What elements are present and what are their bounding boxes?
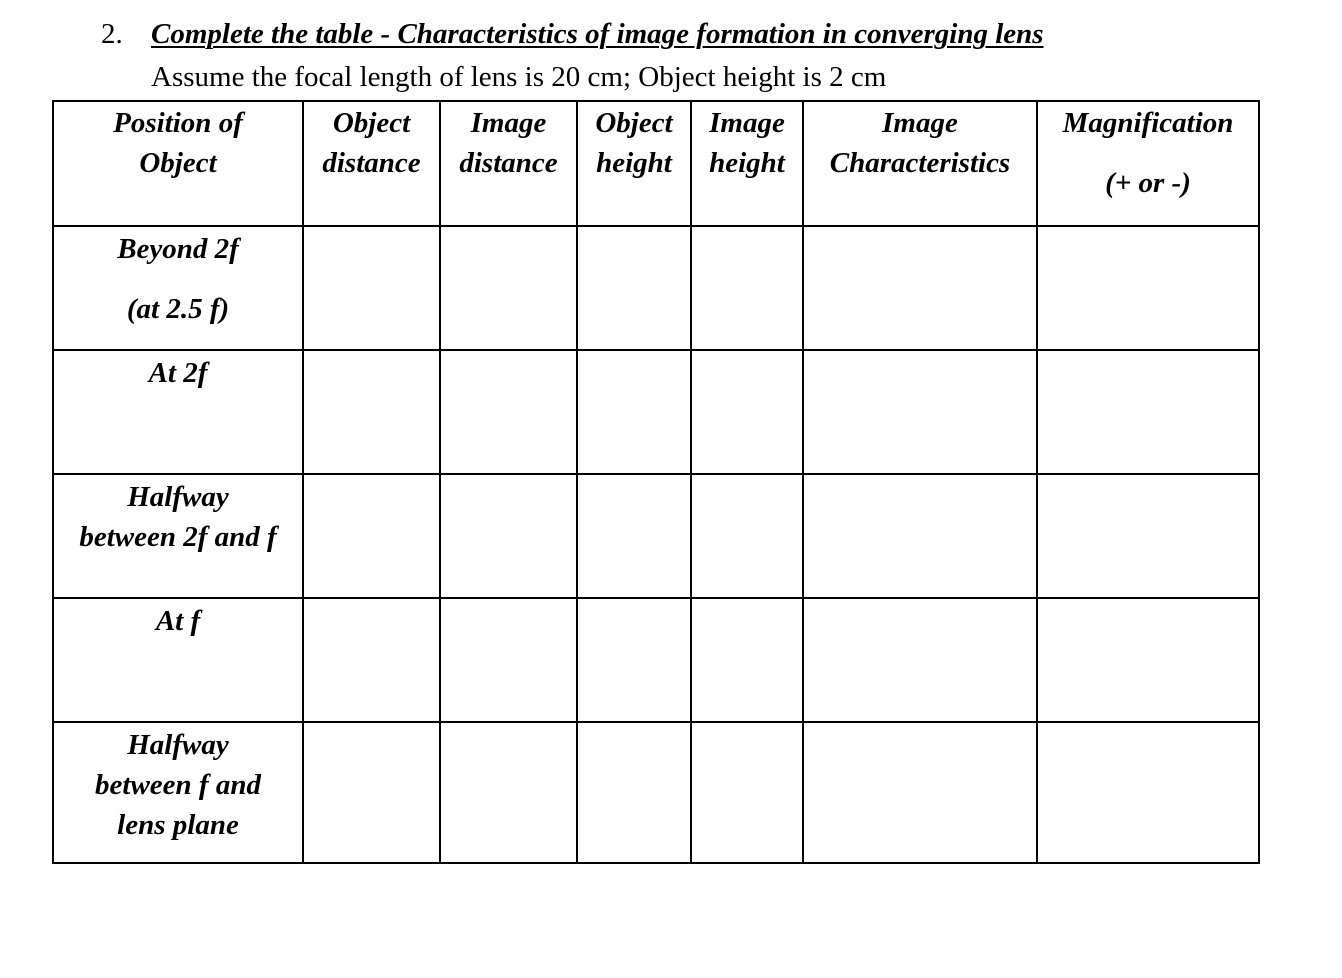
table-row	[53, 350, 1259, 474]
lens-characteristics-table	[52, 100, 1260, 864]
table-row	[53, 226, 1259, 350]
header-object-height: Object height	[577, 101, 691, 226]
answer-cell-image-characteristics[interactable]	[803, 598, 1037, 722]
position-cell: Halfway between 2f and f	[53, 474, 303, 598]
answer-cell-image-height[interactable]	[691, 350, 803, 474]
answer-cell-object-distance[interactable]	[303, 598, 440, 722]
answer-cell-object-height[interactable]	[577, 722, 691, 863]
answer-cell-image-height[interactable]	[691, 598, 803, 722]
answer-cell-object-distance[interactable]	[303, 226, 440, 350]
answer-cell-magnification[interactable]	[1037, 722, 1259, 863]
table-row	[53, 474, 1259, 598]
header-object-distance: Object distance	[303, 101, 440, 226]
answer-cell-magnification[interactable]	[1037, 598, 1259, 722]
answer-cell-magnification[interactable]	[1037, 474, 1259, 598]
position-cell: At f	[53, 598, 303, 722]
answer-cell-image-characteristics[interactable]	[803, 474, 1037, 598]
answer-cell-image-distance[interactable]	[440, 474, 577, 598]
answer-cell-image-distance[interactable]	[440, 226, 577, 350]
position-cell: Beyond 2f (at 2.5 f)	[53, 226, 303, 350]
question-instruction: Assume the focal length of lens is 20 cm; Object height is 2 cm	[151, 61, 887, 93]
header-image-height: Image height	[691, 101, 803, 226]
header-position-of-object: Position of Object	[53, 101, 303, 226]
answer-cell-object-height[interactable]	[577, 598, 691, 722]
answer-cell-image-height[interactable]	[691, 474, 803, 598]
table-row	[53, 722, 1259, 863]
position-cell: Halfway between f and lens plane	[53, 722, 303, 863]
header-magnification: Magnification (+ or -)	[1037, 101, 1259, 226]
answer-cell-magnification[interactable]	[1037, 226, 1259, 350]
table-row	[53, 598, 1259, 722]
answer-cell-image-characteristics[interactable]	[803, 226, 1037, 350]
answer-cell-image-height[interactable]	[691, 722, 803, 863]
position-cell: At 2f	[53, 350, 303, 474]
header-image-distance: Image distance	[440, 101, 577, 226]
answer-cell-image-distance[interactable]	[440, 598, 577, 722]
answer-cell-image-distance[interactable]	[440, 350, 577, 474]
answer-cell-object-height[interactable]	[577, 226, 691, 350]
answer-cell-object-distance[interactable]	[303, 474, 440, 598]
question-number: 2.	[101, 18, 123, 50]
question-title: Complete the table - Characteristics of image formation in converging lens	[151, 18, 1044, 50]
answer-cell-object-distance[interactable]	[303, 350, 440, 474]
answer-cell-image-distance[interactable]	[440, 722, 577, 863]
answer-cell-image-characteristics[interactable]	[803, 350, 1037, 474]
answer-cell-magnification[interactable]	[1037, 350, 1259, 474]
answer-cell-object-height[interactable]	[577, 474, 691, 598]
answer-cell-image-characteristics[interactable]	[803, 722, 1037, 863]
answer-cell-object-distance[interactable]	[303, 722, 440, 863]
header-image-characteristics: Image Characteristics	[803, 101, 1037, 226]
answer-cell-object-height[interactable]	[577, 350, 691, 474]
table-header-row	[53, 101, 1259, 226]
answer-cell-image-height[interactable]	[691, 226, 803, 350]
